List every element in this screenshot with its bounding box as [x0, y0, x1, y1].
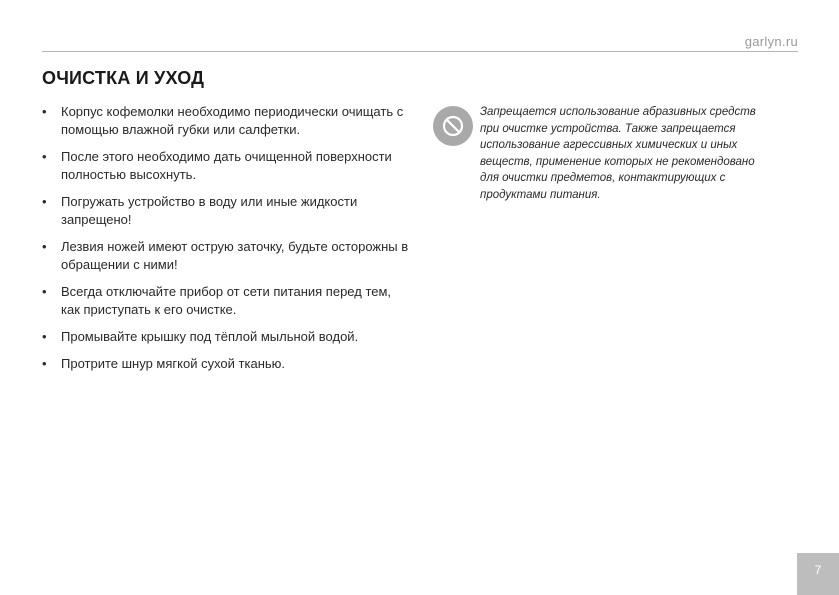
- warning-text: Запрещается использование абразивных средств при очистке устройства. Также запрещается использование агрессивных химических и иных веществ, применение которых не рекомендовано для очистки предметов, контактирующих с продуктами питания.: [480, 106, 756, 201]
- list-item: [42, 283, 412, 319]
- list-item-text: Корпус кофемолки необходимо периодически очищать с помощью влажной губки или салфетки.: [61, 104, 404, 137]
- prohibited-icon-glyph: [433, 106, 473, 146]
- prohibited-icon: [433, 106, 473, 146]
- bullet-marker: •: [42, 239, 47, 254]
- page-title: ОЧИСТКА И УХОД: [42, 68, 205, 88]
- bullet-marker: •: [42, 284, 47, 299]
- bullet-marker: •: [42, 329, 47, 344]
- list-item: [42, 103, 412, 139]
- list-item: [42, 193, 412, 229]
- list-item: [42, 148, 412, 184]
- page-number: 7: [814, 563, 822, 577]
- list-item-text: Погружать устройство в воду или иные жидкости запрещено!: [61, 194, 358, 227]
- page-number-box: [797, 553, 839, 595]
- bullet-marker: •: [42, 194, 47, 209]
- list-item-text: Всегда отключайте прибор от сети питания перед тем, как приступать к его очистке.: [61, 284, 392, 317]
- list-item: [42, 355, 412, 373]
- header-divider: [42, 51, 798, 52]
- bullet-marker: •: [42, 104, 47, 119]
- list-item: [42, 328, 412, 346]
- cleaning-instructions-list: [42, 103, 412, 382]
- site-url: garlyn.ru: [744, 34, 798, 49]
- list-item-text: Лезвия ножей имеют острую заточку, будьте осторожны в обращении с ними!: [61, 239, 409, 272]
- list-item-text: Промывайте крышку под тёплой мыльной водой.: [61, 329, 359, 344]
- list-item-text: После этого необходимо дать очищенной поверхности полностью высохнуть.: [61, 149, 392, 182]
- bullet-marker: •: [42, 149, 47, 164]
- list-item-text: Протрите шнур мягкой сухой тканью.: [61, 356, 286, 371]
- list-item: [42, 238, 412, 274]
- bullet-marker: •: [42, 356, 47, 371]
